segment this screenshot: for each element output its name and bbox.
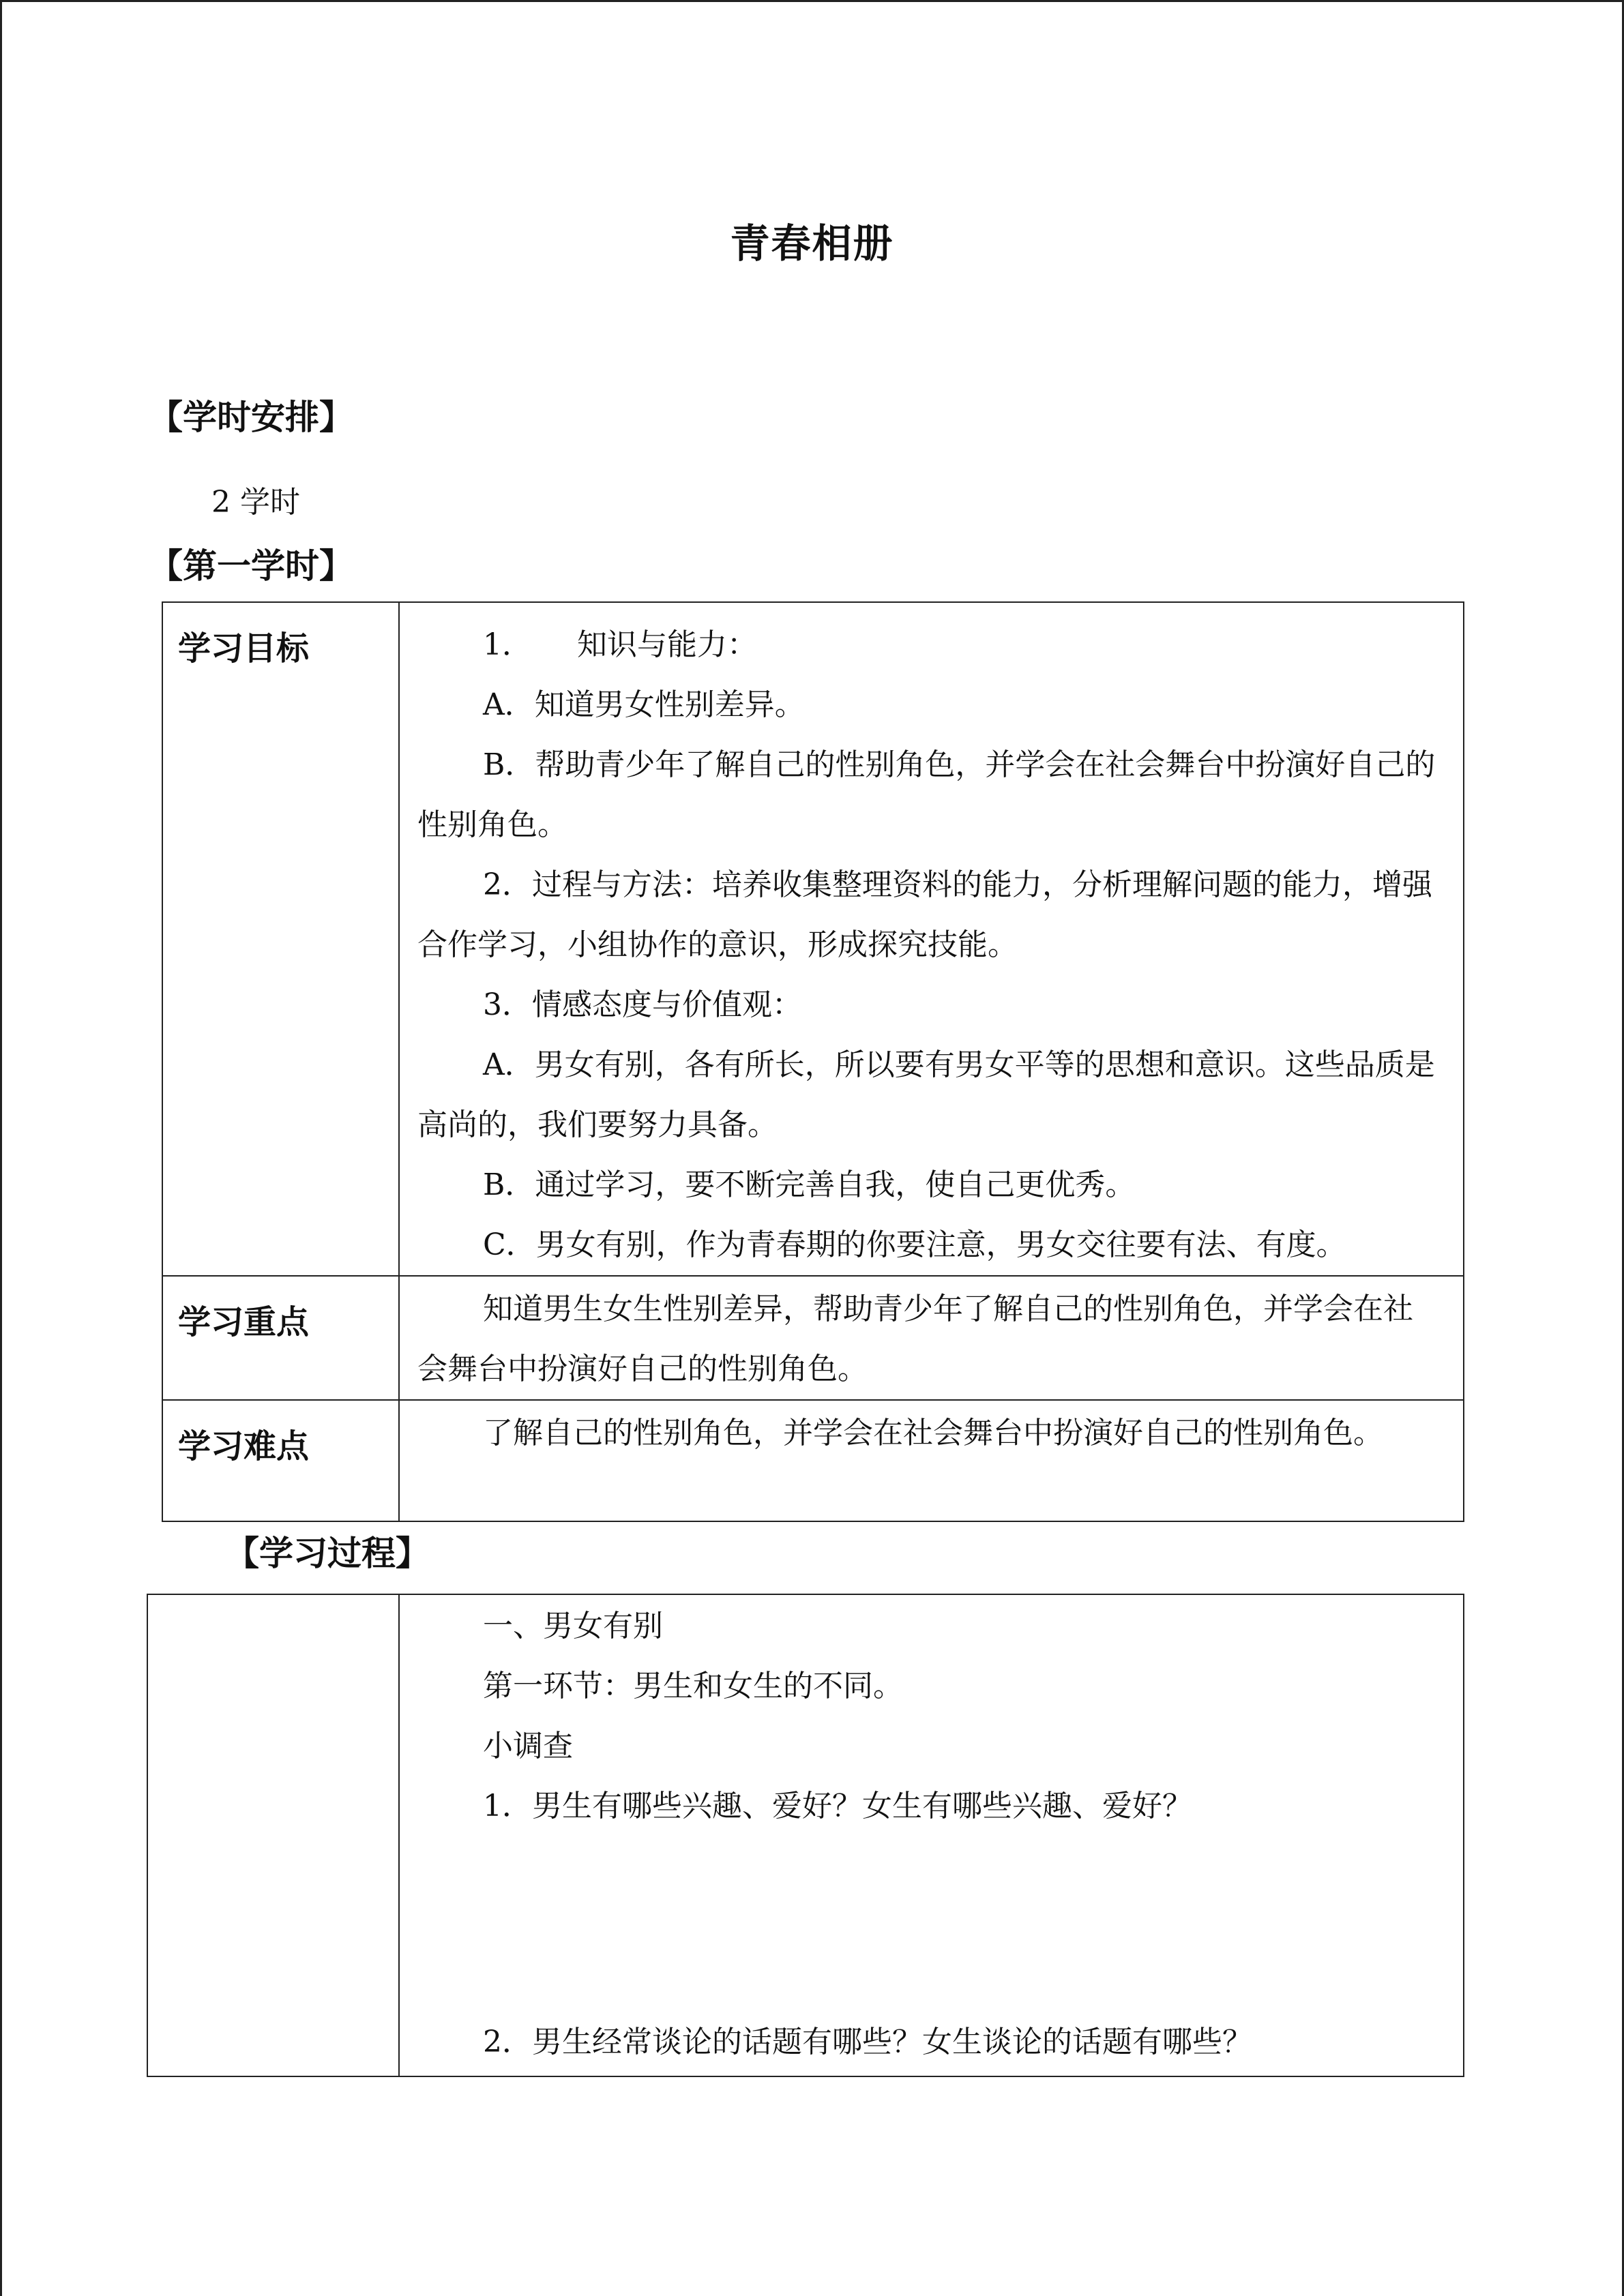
objective-paragraph: 2．过程与方法：培养收集整理资料的能力，分析理解问题的能力，增强合作学习，小组协作的意识，形成探究技能。 bbox=[417, 867, 1432, 962]
objective-paragraph: A．知道男女性别差异。 bbox=[483, 687, 805, 722]
difficulties-content bbox=[399, 1400, 1464, 1521]
objective-paragraph: 1． 知识与能力： bbox=[483, 627, 757, 662]
objectives-content bbox=[399, 602, 1464, 1276]
objective-paragraph: B．通过学习，要不断完善自我，使自己更优秀。 bbox=[483, 1167, 1136, 1202]
process-content bbox=[399, 1594, 1464, 2076]
schedule-value: 2 学时 bbox=[211, 485, 300, 520]
key-points-content bbox=[399, 1276, 1464, 1400]
table-row-process bbox=[147, 1594, 1464, 2076]
answer-space bbox=[417, 1836, 1436, 2012]
first-session-heading: 【第一学时】 bbox=[149, 546, 353, 586]
document-title: 青春相册 bbox=[730, 220, 894, 267]
process-table bbox=[147, 1594, 1464, 2077]
process-paragraph: 第一环节：男生和女生的不同。 bbox=[483, 1669, 903, 1703]
objectives-label: 学习目标 bbox=[162, 602, 399, 1276]
process-paragraph: 2．男生经常谈论的话题有哪些？女生谈论的话题有哪些？ bbox=[483, 2025, 1252, 2059]
objective-paragraph: B．帮助青少年了解自己的性别角色，并学会在社会舞台中扮演好自己的性别角色。 bbox=[417, 747, 1436, 842]
objective-paragraph: 3．情感态度与价值观： bbox=[483, 987, 802, 1022]
key-points-label: 学习重点 bbox=[162, 1276, 399, 1400]
objective-paragraph: A．男女有别，各有所长，所以要有男女平等的思想和意识。这些品质是高尚的，我们要努力具备。 bbox=[417, 1047, 1435, 1142]
process-label bbox=[147, 1594, 399, 2076]
schedule-heading: 【学时安排】 bbox=[149, 398, 353, 437]
table-row-key-points bbox=[162, 1276, 1464, 1400]
key-points-paragraph: 知道男生女生性别差异，帮助青少年了解自己的性别角色，并学会在社会舞台中扮演好自己的性别角色。 bbox=[417, 1292, 1413, 1386]
difficulties-label: 学习难点 bbox=[162, 1400, 399, 1521]
process-heading: 【学习过程】 bbox=[225, 1534, 430, 1573]
process-paragraph: 1．男生有哪些兴趣、爱好？女生有哪些兴趣、爱好？ bbox=[483, 1789, 1192, 1823]
process-paragraph: 一、男女有别 bbox=[483, 1609, 663, 1643]
process-paragraph: 小调查 bbox=[483, 1729, 573, 1763]
objectives-table bbox=[162, 601, 1464, 1522]
table-row-difficulties bbox=[162, 1400, 1464, 1521]
objective-paragraph: C．男女有别，作为青春期的你要注意，男女交往要有法、有度。 bbox=[483, 1227, 1346, 1262]
table-row-objectives bbox=[162, 602, 1464, 1276]
difficulties-paragraph: 了解自己的性别角色，并学会在社会舞台中扮演好自己的性别角色。 bbox=[483, 1416, 1383, 1450]
